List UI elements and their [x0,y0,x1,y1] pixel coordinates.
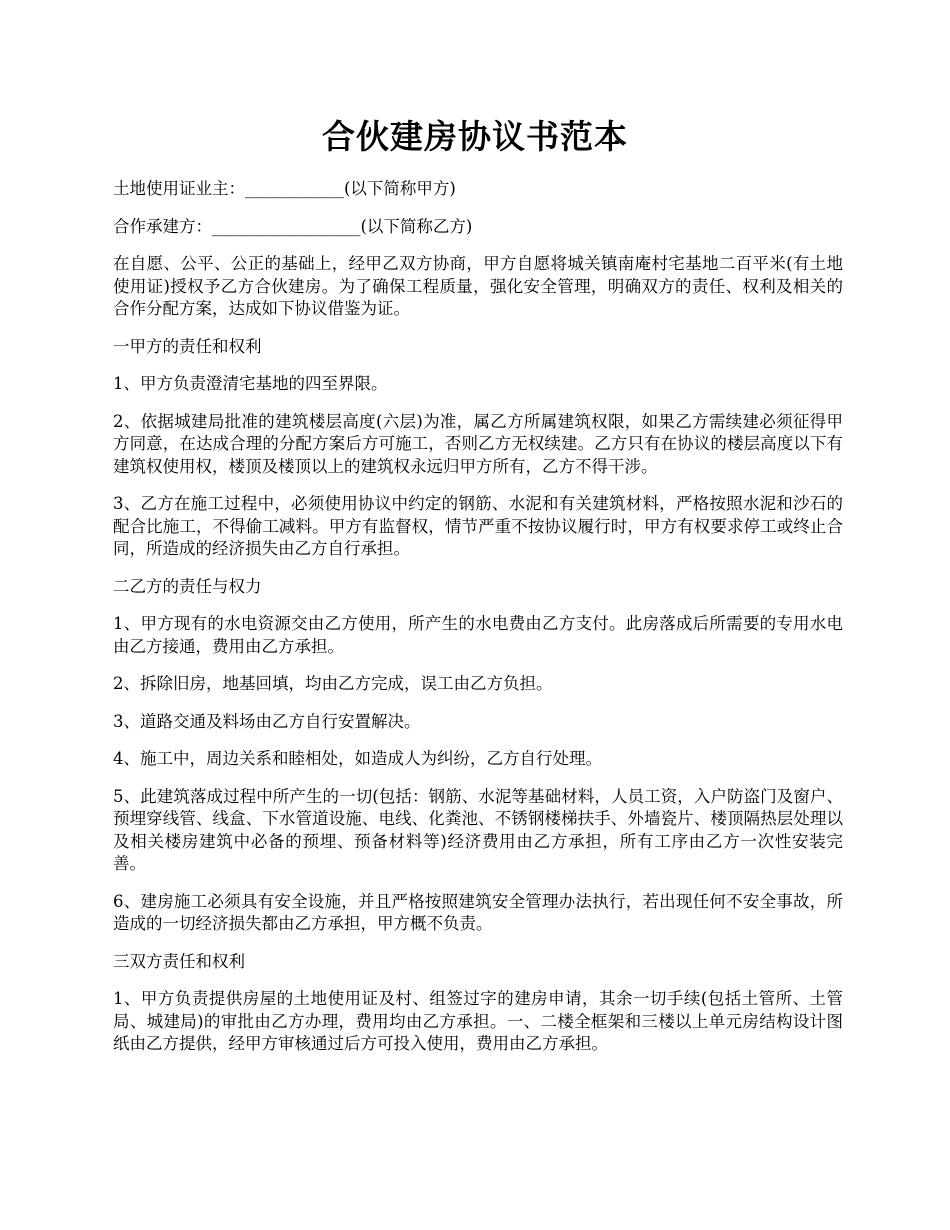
clause-paragraph: 1、甲方现有的水电资源交由乙方使用，所产生的水电费由乙方支付。此房落成后所需要的专用水电由乙方接通，费用由乙方承担。 [113,614,843,656]
section-heading-party-b: 二乙方的责任与权力 [113,576,262,596]
clause-paragraph: 4、施工中，周边关系和睦相处，如造成人为纠纷，乙方自行处理。 [113,749,602,768]
clause-paragraph: 2、依据城建局批准的建筑楼层高度(六层)为准，属乙方所属建筑权限，如果乙方需续建必须征得甲方同意，在达成合理的分配方案后方可施工，否则乙方无权续建。乙方只有在协议的楼层高度以下有建筑权使用权，楼顶及楼顶以上的建筑权永远归甲方所有，乙方不得干涉。 [113,411,843,476]
party-b-line: 合作承建方：__________________(以下简称乙方) [113,216,473,236]
document-title: 合伙建房协议书范本 [322,117,628,156]
clause-paragraph: 5、此建筑落成过程中所产生的一切(包括：钢筋、水泥等基础材料，人员工资，入户防盗门及窗户、预埋穿线管、线盒、下水管道设施、电线、化粪池、不锈钢楼梯扶手、外墙瓷片、楼顶隔热层处理以及相关楼房建筑中必备的预埋、预备材料等)经济费用由乙方承担，所有工序由乙方一次性安装完善。 [113,786,843,873]
preamble-paragraph: 在自愿、公平、公正的基础上，经甲乙双方协商，甲方自愿将城关镇南庵村宅基地二百平米(有土地使用证)授权予乙方合伙建房。为了确保工程质量，强化安全管理，明确双方的责任、权利及相关的合作分配方案，达成如下协议借鉴为证。 [113,254,843,318]
party-a-line: 土地使用证业主：____________(以下简称甲方) [113,179,456,198]
document-body [113,178,843,1071]
clause-paragraph: 3、道路交通及料场由乙方自行安置解决。 [113,711,421,731]
clause-paragraph: 2、拆除旧房，地基回填，均由乙方完成，误工由乙方负担。 [113,674,553,693]
clause-paragraph: 1、甲方负责澄清宅基地的四至界限。 [113,374,388,393]
section-heading-both-parties: 三双方责任和权利 [113,951,245,971]
clause-paragraph: 3、乙方在施工过程中，必须使用协议中约定的钢筋、水泥和有关建筑材料，严格按照水泥和沙石的配合比施工，不得偷工减料。甲方有监督权，情节严重不按协议履行时，甲方有权要求停工或终止合同，所造成的经济损失由乙方自行承担。 [113,494,843,558]
section-heading-party-a: 一甲方的责任和权利 [113,336,262,356]
clause-paragraph: 1、甲方负责提供房屋的土地使用证及村、组签过字的建房申请，其余一切手续(包括土管所、土管局、城建局)的审批由乙方办理，费用均由乙方承担。一、二楼全框架和三楼以上单元房结构设计图纸由乙方提供，经甲方审核通过后方可投入使用，费用由乙方承担。 [113,989,843,1053]
clause-paragraph: 6、建房施工必须具有安全设施，并且严格按照建筑安全管理办法执行，若出现任何不安全事故，所造成的一切经济损失都由乙方承担，甲方概不负责。 [113,891,843,933]
